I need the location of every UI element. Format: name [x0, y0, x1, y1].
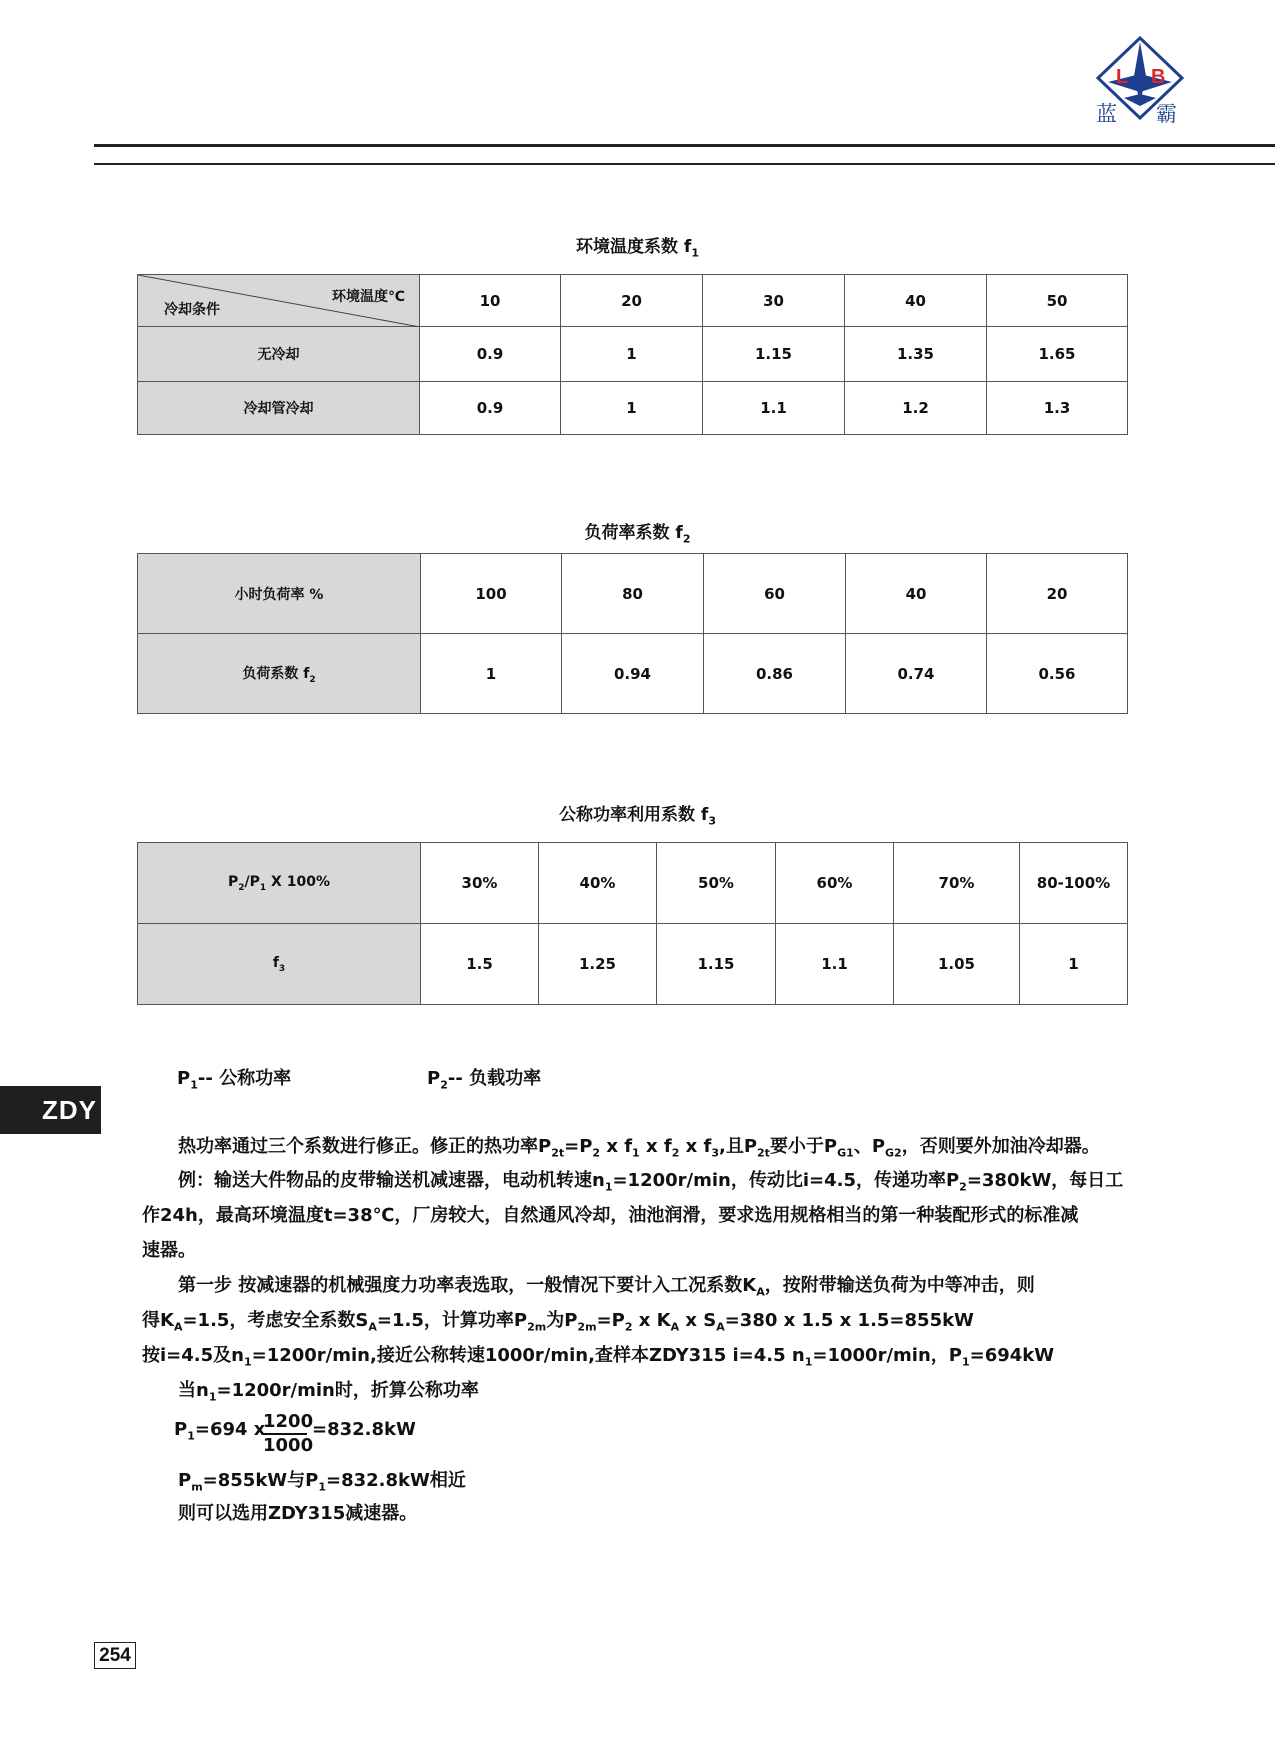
corner-bottom-label: 冷却条件 [164, 302, 220, 318]
table-cell: 1.1 [776, 924, 894, 1005]
table2-caption: 负荷率系数 $f_2$ [584, 523, 691, 546]
table-row [138, 327, 1128, 382]
row-label: $P_2/P_1$ X 100% [138, 843, 421, 924]
table-row [138, 634, 1128, 714]
logo-letter-right: B [1151, 66, 1166, 88]
body-line-6: 得$K_A=1.5$，考虑安全系数$S_A=1.5$，计算功率$P_{2m}$为$P_{2m}=P_2$ x $K_A$ x $S_A=380$ x 1.5 x 1.5=855kW [142, 1310, 974, 1334]
body-line-1: 热功率通过三个系数进行修正。修正的热功率$P_{2t}=P_2$ x $f_1$ x $f_2$ x $f_3$,且$P_{2t}$要小于$P_{G1}$、$P_{G2}$，否则要外加油冷却器。 [178, 1136, 1100, 1160]
table-cell: 0.9 [420, 382, 561, 435]
table-cell: 1 [561, 382, 703, 435]
header-rule-top [94, 144, 1275, 147]
table-cell: 70% [894, 843, 1020, 924]
ambient-temperature-table [137, 274, 1128, 435]
table-cell: 0.94 [562, 634, 704, 714]
table-row [138, 382, 1128, 435]
row-label: 负荷系数 $f_2$ [138, 634, 421, 714]
table-cell: 0.56 [987, 634, 1128, 714]
definition-p2: $P_2--$ 负载功率 [427, 1068, 542, 1092]
table-cell: 30% [421, 843, 539, 924]
table-cell: 1.15 [703, 327, 845, 382]
table-cell: 50% [657, 843, 776, 924]
table-cell: 1 [1020, 924, 1128, 1005]
table-cell: 1 [421, 634, 562, 714]
body-line-4: 速器。 [142, 1240, 196, 1261]
header-rule-bottom [94, 163, 1275, 165]
row-label: $f_3$ [138, 924, 421, 1005]
table-cell: 1.1 [703, 382, 845, 435]
table-cell: 1.2 [845, 382, 987, 435]
table1-header-cell: 20 [561, 275, 703, 327]
table-cell: 1.65 [987, 327, 1128, 382]
corner-top-label: 环境温度℃ [332, 289, 405, 305]
fraction-denominator: 1000 [263, 1435, 314, 1456]
table-cell: 1.05 [894, 924, 1020, 1005]
table-cell: 60% [776, 843, 894, 924]
table-cell: 0.74 [846, 634, 987, 714]
table-row [138, 554, 1128, 634]
table1-header-cell: 30 [703, 275, 845, 327]
fraction-numerator: 1200 [263, 1411, 307, 1435]
logo-text-right: 霸 [1156, 102, 1177, 126]
table-cell: 0.86 [704, 634, 846, 714]
table-cell: 80 [562, 554, 704, 634]
table1-caption: 环境温度系数 $f_1$ [576, 237, 699, 260]
table-cell: 20 [987, 554, 1128, 634]
definition-p1: $P_1--$ 公称功率 [177, 1068, 292, 1092]
table1-corner-cell [138, 275, 420, 327]
body-line-11: 则可以选用ZDY315减速器。 [178, 1503, 418, 1524]
table-cell: 60 [704, 554, 846, 634]
power-utilization-table [137, 842, 1128, 1005]
row-label: 冷却管冷却 [138, 382, 420, 435]
side-tab-zdy: ZDY [0, 1086, 101, 1134]
body-line-3: 作24h，最高环境温度t=38℃，厂房较大，自然通风冷却，油池润滑，要求选用规格相当的第一种装配形式的标准减 [142, 1205, 1079, 1226]
table-cell: 80-100% [1020, 843, 1128, 924]
table-cell: 40% [539, 843, 657, 924]
formula-result: =832.8kW [312, 1419, 416, 1440]
table-cell: 0.9 [420, 327, 561, 382]
body-line-10: $P_m=855kW$与$P_1=832.8kW$相近 [178, 1470, 466, 1494]
table-cell: 1.15 [657, 924, 776, 1005]
table3-caption: 公称功率利用系数 $f_3$ [559, 805, 716, 828]
table-row [138, 924, 1128, 1005]
table-cell: 1.25 [539, 924, 657, 1005]
table1-header-cell: 10 [420, 275, 561, 327]
body-line-7: 按i=4.5及$n_1=1200r/\min$,接近公称转速1000r/min,查样本ZDY315 i=4.5 $n_1=1000r/\min$，$P_1=694kW$ [142, 1345, 1055, 1369]
logo-text-left: 蓝 [1096, 102, 1117, 126]
logo-letter-left: L [1116, 66, 1129, 88]
table1-header-cell: 40 [845, 275, 987, 327]
body-line-8: 当$n_1=1200r/\min$时，折算公称功率 [178, 1380, 479, 1404]
body-line-2: 例：输送大件物品的皮带输送机减速器，电动机转速$n_1=1200r/\min$，传动比i=4.5，传递功率$P_2=380kW$，每日工 [178, 1170, 1124, 1194]
page-number: 254 [94, 1642, 136, 1669]
table-cell: 1.3 [987, 382, 1128, 435]
table-cell: 1.35 [845, 327, 987, 382]
table-cell: 100 [421, 554, 562, 634]
table-cell: 40 [846, 554, 987, 634]
table-cell: 1.5 [421, 924, 539, 1005]
table-row [138, 843, 1128, 924]
formula-fraction [263, 1411, 314, 1457]
row-label: 无冷却 [138, 327, 420, 382]
load-rate-table [137, 553, 1128, 714]
formula-p1: $P_1=694$ x [174, 1419, 266, 1443]
body-line-5: 第一步 按减速器的机械强度力功率表选取，一般情况下要计入工况系数$K_A$，按附带输送负荷为中等冲击，则 [178, 1275, 1035, 1299]
row-label: 小时负荷率 % [138, 554, 421, 634]
table1-header-cell: 50 [987, 275, 1128, 327]
table-cell: 1 [561, 327, 703, 382]
